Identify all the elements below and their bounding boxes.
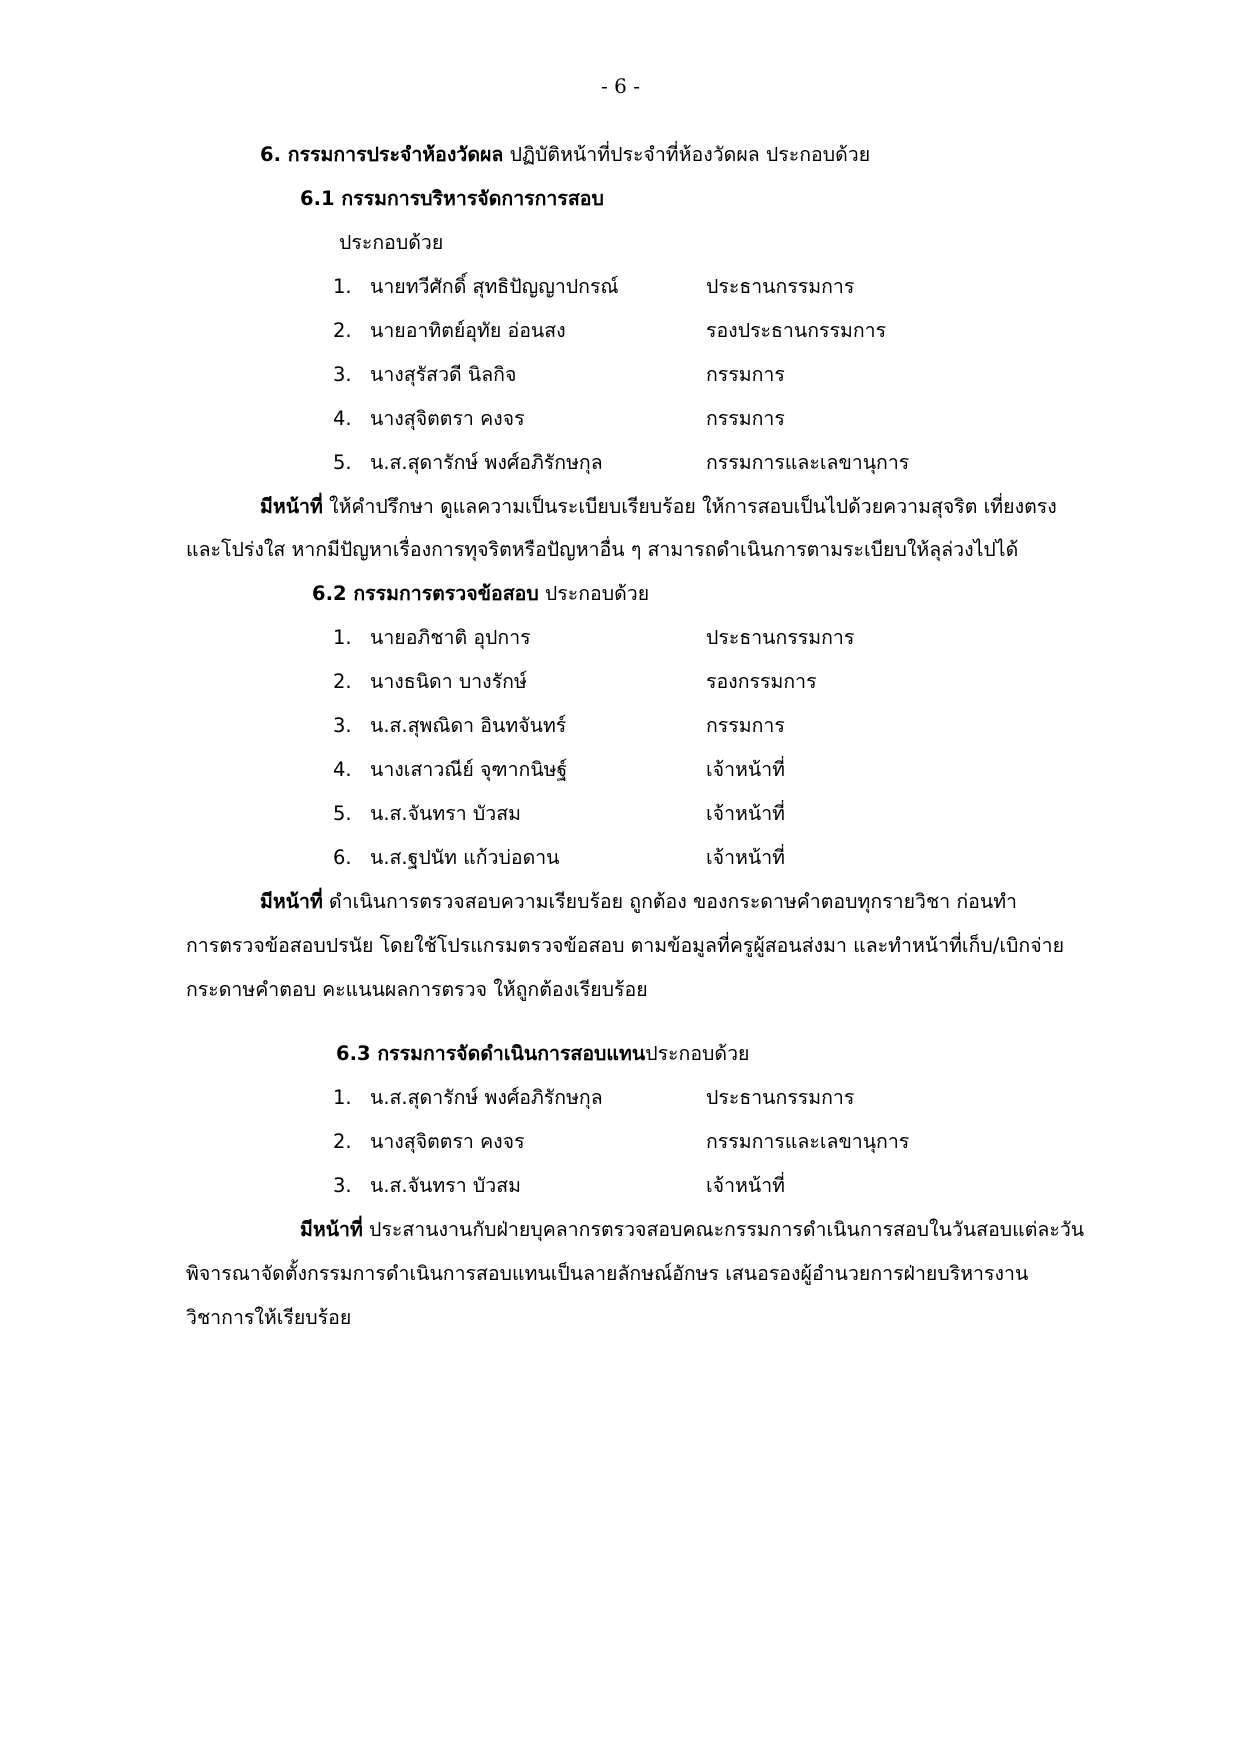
member-number: 2. (333, 1130, 352, 1153)
member-role: เจ้าหน้าที่ (706, 846, 786, 869)
duty-text: ประสานงานกับฝ่ายบุคลากรตรวจสอบคณะกรรมการดำเนินการสอบในวันสอบแต่ละวัน (362, 1218, 1085, 1241)
section-6-3-desc: ประกอบด้วย (645, 1042, 750, 1065)
member-role: ประธานกรรมการ (706, 275, 855, 298)
member-number: 1. (333, 275, 352, 298)
section-6-1-intro: ประกอบด้วย (339, 231, 444, 254)
page-number: - 6 - (601, 74, 640, 98)
member-number: 1. (333, 626, 352, 649)
member-role: กรรมการ (706, 407, 785, 430)
member-number: 3. (333, 714, 352, 737)
section-6-3-heading (336, 1040, 749, 1068)
duty-text: ดำเนินการตรวจสอบความเรียบร้อย ถูกต้อง ของกระดาษคำตอบทุกรายวิชา ก่อนทำ (322, 890, 1017, 913)
member-name: นางสุรัสวดี นิลกิจ (370, 363, 517, 386)
duty-label: มีหน้าที่ (260, 890, 323, 913)
member-number: 3. (333, 1174, 352, 1197)
duty-label: มีหน้าที่ (300, 1218, 363, 1241)
member-role: กรรมการและเลขานุการ (706, 1130, 910, 1153)
member-number: 3. (333, 363, 352, 386)
duty-label: มีหน้าที่ (260, 495, 323, 518)
member-name: นายทวีศักดิ์ สุทธิปัญญาปกรณ์ (370, 275, 619, 298)
member-number: 5. (333, 451, 352, 474)
member-name: นางสุจิตตรา คงจร (370, 1130, 525, 1153)
member-number: 2. (333, 670, 352, 693)
section-6-2-duty-line-1 (260, 888, 1017, 916)
member-number: 6. (333, 846, 352, 869)
member-number: 2. (333, 319, 352, 342)
member-name: น.ส.สุดารักษ์ พงศ์อภิรักษกุล (370, 451, 603, 474)
member-name: น.ส.จันทรา บัวสม (370, 1174, 521, 1197)
section-6-3-duty-line-2: พิจารณาจัดตั้งกรรมการดำเนินการสอบแทนเป็นลายลักษณ์อักษร เสนอรองผู้อำนวยการฝ่ายบริหารงาน (186, 1262, 1029, 1285)
member-number: 5. (333, 802, 352, 825)
member-role: รองกรรมการ (706, 670, 817, 693)
member-role: เจ้าหน้าที่ (706, 758, 786, 781)
member-name: นายอาทิตย์อุทัย อ่อนสง (370, 319, 566, 342)
member-name: นางเสาวณีย์ จุฑากนิษฐ์ (370, 758, 568, 781)
member-name: น.ส.จันทรา บัวสม (370, 802, 521, 825)
member-role: กรรมการและเลขานุการ (706, 451, 910, 474)
member-number: 1. (333, 1086, 352, 1109)
member-role: ประธานกรรมการ (706, 1086, 855, 1109)
member-role: รองประธานกรรมการ (706, 319, 887, 342)
section-6-3-title: 6.3 กรรมการจัดดำเนินการสอบแทน (336, 1042, 646, 1065)
member-name: น.ส.สุดารักษ์ พงศ์อภิรักษกุล (370, 1086, 603, 1109)
section-6-2-desc: ประกอบด้วย (538, 582, 650, 605)
member-number: 4. (333, 758, 352, 781)
member-name: นายอภิชาติ อุปการ (370, 626, 531, 649)
section-6-1-duty-line-1 (260, 493, 1057, 521)
member-name: นางธนิดา บางรักษ์ (370, 670, 527, 693)
section-6-desc: ปฏิบัติหน้าที่ประจำที่ห้องวัดผล ประกอบด้วย (503, 143, 871, 166)
section-6-1-duty-line-2: และโปร่งใส หากมีปัญหาเรื่องการทุจริตหรือปัญหาอื่น ๆ สามารถดำเนินการตามระเบียบให้ลุล่วงไปได้ (186, 538, 1019, 561)
member-name: นางสุจิตตรา คงจร (370, 407, 525, 430)
member-name: น.ส.สุพณิดา อินทจันทร์ (370, 714, 567, 737)
member-role: เจ้าหน้าที่ (706, 1174, 786, 1197)
section-6-2-duty-line-2: การตรวจข้อสอบปรนัย โดยใช้โปรแกรมตรวจข้อสอบ ตามข้อมูลที่ครูผู้สอนส่งมา และทำหน้าที่เก็บ/เบิกจ่าย (186, 934, 1065, 957)
member-name: น.ส.ฐปนัท แก้วบ่อดาน (370, 846, 560, 869)
section-6-title: 6. กรรมการประจำห้องวัดผล (260, 143, 504, 166)
member-role: กรรมการ (706, 363, 785, 386)
duty-text: ให้คำปรึกษา ดูแลความเป็นระเบียบเรียบร้อย ให้การสอบเป็นไปด้วยความสุจริต เที่ยงตรง (322, 495, 1057, 518)
member-number: 4. (333, 407, 352, 430)
section-6-2-heading (312, 580, 649, 608)
member-role: เจ้าหน้าที่ (706, 802, 786, 825)
section-6-2-title: 6.2 กรรมการตรวจข้อสอบ (312, 582, 539, 605)
member-role: กรรมการ (706, 714, 785, 737)
section-6-1-title: 6.1 กรรมการบริหารจัดการการสอบ (300, 187, 604, 210)
section-6-heading (260, 141, 870, 169)
section-6-3-duty-line-1 (300, 1216, 1084, 1244)
member-role: ประธานกรรมการ (706, 626, 855, 649)
section-6-3-duty-line-3: วิชาการให้เรียบร้อย (186, 1306, 352, 1329)
section-6-2-duty-line-3: กระดาษคำตอบ คะแนนผลการตรวจ ให้ถูกต้องเรียบร้อย (186, 978, 648, 1001)
